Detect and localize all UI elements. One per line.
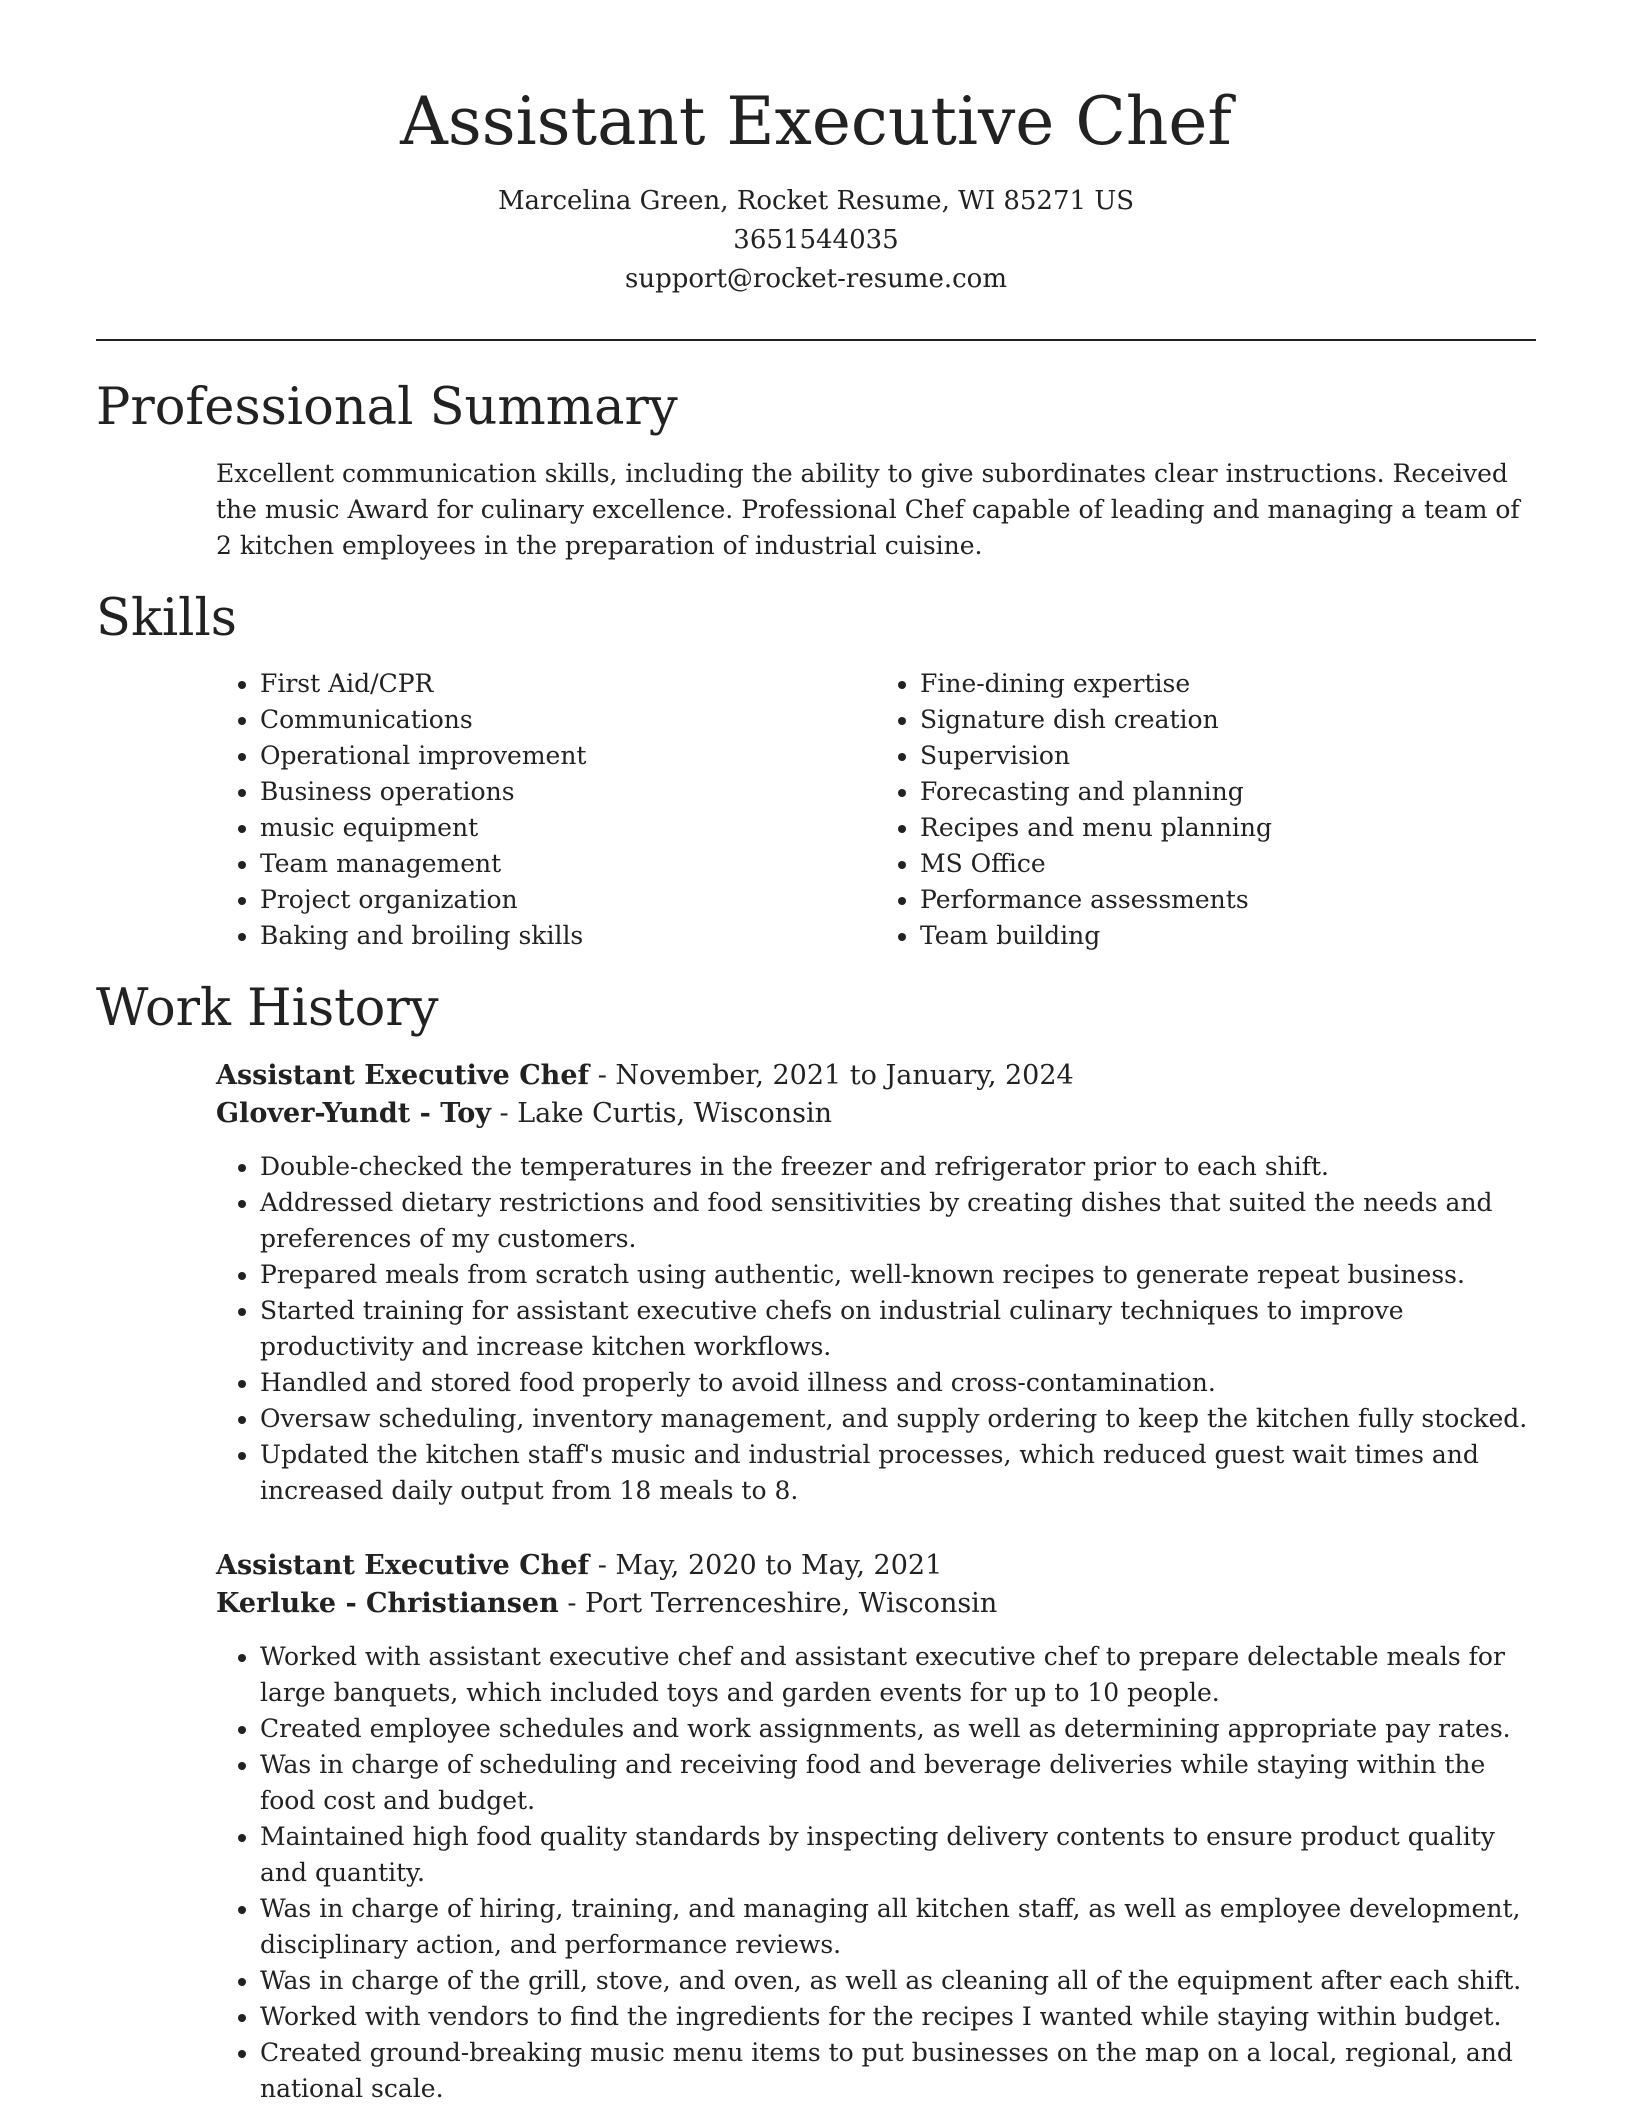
skill-item: • Supervision — [920, 738, 1536, 774]
job-bullet: • Handled and stored food properly to avoid illness and cross-contamination. — [260, 1365, 1536, 1401]
job-bullet: • Was in charge of hiring, training, and managing all kitchen staff, as well as employee development, disciplinary action, and performance reviews. — [260, 1891, 1536, 1963]
job-dates: - May, 2020 to May, 2021 — [589, 1549, 943, 1581]
job-bullets — [216, 1149, 1536, 1509]
job-bullets — [216, 1639, 1536, 2107]
summary-heading: Professional Summary — [96, 377, 678, 437]
skills-list-right — [876, 666, 1536, 954]
contact-email: support@rocket-resume.com — [624, 263, 1007, 294]
job-company-line — [216, 1095, 1536, 1133]
skills-grid — [216, 666, 1536, 954]
job-location: - Port Terrenceshire, Wisconsin — [558, 1587, 998, 1619]
job-bullet: • Started training for assistant executive chefs on industrial culinary techniques to improve productivity and increase kitchen workflows. — [260, 1293, 1536, 1365]
job-bullet: • Double-checked the temperatures in the freezer and refrigerator prior to each shift. — [260, 1149, 1536, 1185]
skill-item: • Recipes and menu planning — [920, 810, 1536, 846]
job-bullet: • Oversaw scheduling, inventory management, and supply ordering to keep the kitchen fully stocked. — [260, 1401, 1536, 1437]
job-title: Assistant Executive Chef — [216, 1059, 590, 1091]
skill-item: • Team management — [260, 846, 876, 882]
job-entry — [216, 1547, 1536, 2107]
job-bullet: • Created ground-breaking music menu items to put businesses on the map on a local, regional, and national scale. — [260, 2035, 1536, 2107]
job-title-line — [216, 1057, 1536, 1095]
job-bullet: • Was in charge of the grill, stove, and oven, as well as cleaning all of the equipment after each shift. — [260, 1963, 1536, 1999]
skill-item: • Signature dish creation — [920, 702, 1536, 738]
work-history-heading: Work History — [96, 979, 439, 1039]
summary-section — [96, 379, 1536, 564]
resume-title: Assistant Executive Chef — [400, 83, 1232, 160]
job-bullet: • Addressed dietary restrictions and food sensitivities by creating dishes that suited the needs and preferences of my customers. — [260, 1185, 1536, 1257]
job-title-line — [216, 1547, 1536, 1585]
contact-address: Marcelina Green, Rocket Resume, WI 85271 US — [497, 185, 1135, 216]
summary-text: Excellent communication skills, including the ability to give subordinates clear instructions. Received the music Award for culinary excellence. Professional Chef capable of leading and managing a team of 2 kitchen employees in the preparation of industrial cuisine. — [216, 458, 1520, 560]
job-title: Assistant Executive Chef — [216, 1549, 590, 1581]
skill-item: • Operational improvement — [260, 738, 876, 774]
job-bullet: • Updated the kitchen staff's music and industrial processes, which reduced guest wait times and increased daily output from 18 meals to 8. — [260, 1437, 1536, 1509]
job-location: - Lake Curtis, Wisconsin — [490, 1097, 833, 1129]
skill-item: • Business operations — [260, 774, 876, 810]
skill-item: • Forecasting and planning — [920, 774, 1536, 810]
skill-item: • Performance assessments — [920, 882, 1536, 918]
job-employer: Kerluke - Christiansen — [216, 1587, 559, 1619]
job-dates: - November, 2021 to January, 2024 — [589, 1059, 1074, 1091]
job-bullet: • Created employee schedules and work assignments, as well as determining appropriate pay rates. — [260, 1711, 1536, 1747]
skill-item: • Baking and broiling skills — [260, 918, 876, 954]
skill-item: • Communications — [260, 702, 876, 738]
skill-item: • First Aid/CPR — [260, 666, 876, 702]
work-history-section — [96, 980, 1536, 2107]
job-employer: Glover-Yundt - Toy — [216, 1097, 491, 1129]
job-bullet: • Prepared meals from scratch using authentic, well-known recipes to generate repeat business. — [260, 1257, 1536, 1293]
skills-heading: Skills — [96, 588, 237, 648]
skill-item: • MS Office — [920, 846, 1536, 882]
skills-section — [96, 590, 1536, 955]
skill-item: • Fine-dining expertise — [920, 666, 1536, 702]
job-entry — [216, 1057, 1536, 1509]
skills-list-left — [216, 666, 876, 954]
skill-item: • Team building — [920, 918, 1536, 954]
job-company-line — [216, 1585, 1536, 1623]
job-bullet: • Maintained high food quality standards by inspecting delivery contents to ensure product quality and quantity. — [260, 1819, 1536, 1891]
job-bullet: • Was in charge of scheduling and receiving food and beverage deliveries while staying within the food cost and budget. — [260, 1747, 1536, 1819]
contact-phone: 3651544035 — [733, 224, 899, 255]
skill-item: • Project organization — [260, 882, 876, 918]
header-divider — [96, 339, 1536, 341]
skill-item: • music equipment — [260, 810, 876, 846]
job-bullet: • Worked with vendors to find the ingredients for the recipes I wanted while staying within budget. — [260, 1999, 1536, 2035]
job-bullet: • Worked with assistant executive chef and assistant executive chef to prepare delectable meals for large banquets, which included toys and garden events for up to 10 people. — [260, 1639, 1536, 1711]
resume-header — [96, 0, 1536, 299]
